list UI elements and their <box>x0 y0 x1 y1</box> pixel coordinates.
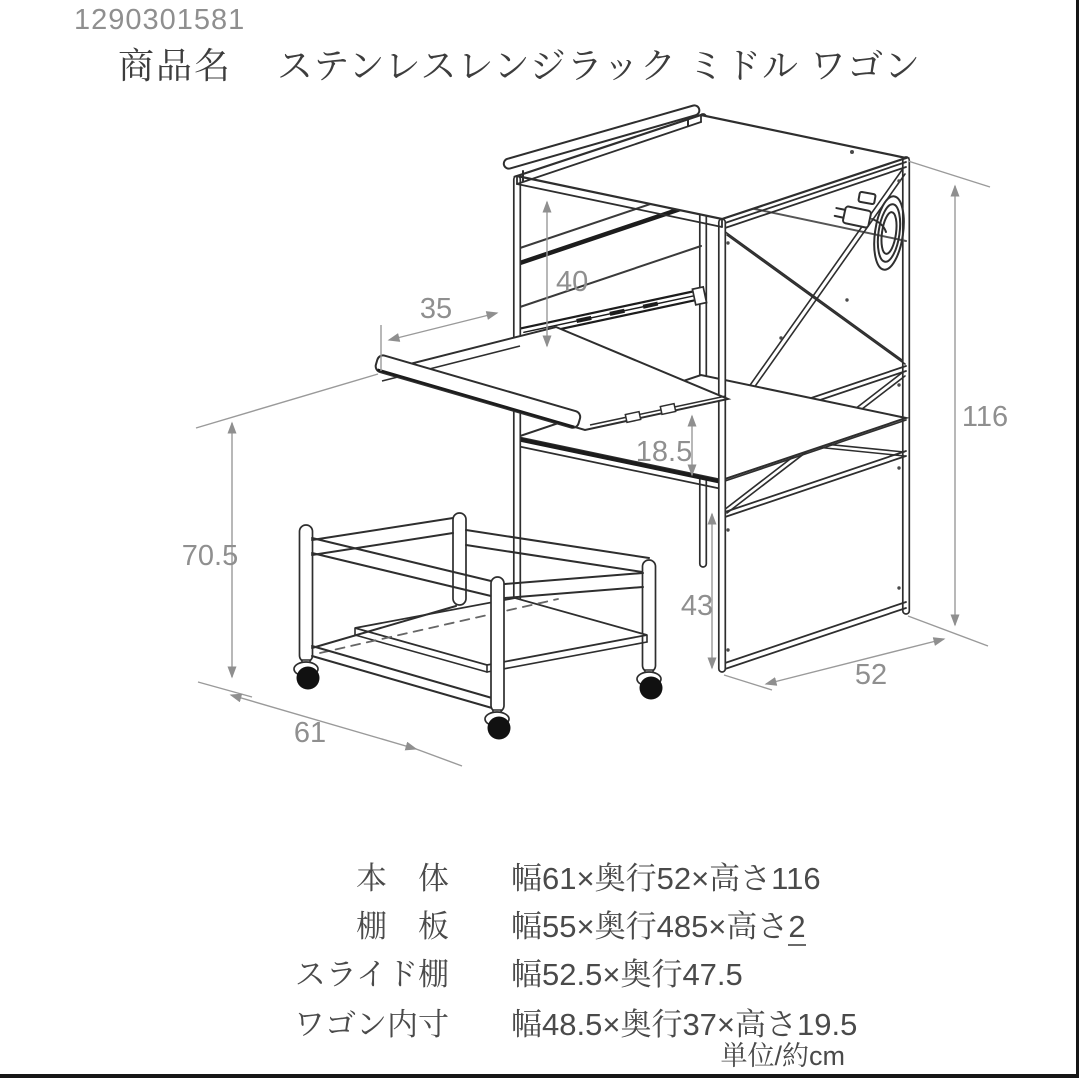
wagon-post-front-right <box>491 577 504 712</box>
wagon-post-back-left <box>453 513 466 605</box>
rack-leg-front-right <box>719 219 726 672</box>
image-edge-bottom <box>0 1074 1079 1078</box>
product-id: 1290301581 <box>74 4 246 36</box>
spec-row-body <box>0 853 1079 896</box>
dim-43: 43 <box>680 590 714 622</box>
spec-row-wagon-inner <box>0 999 1079 1042</box>
spec-label: 本 体 <box>356 861 449 896</box>
dim-116: 116 <box>961 401 1009 433</box>
wagon-back-rails <box>466 530 649 573</box>
product-name-label: 商品名 <box>118 45 233 86</box>
wagon-cart <box>294 513 663 740</box>
wagon-post-back-right <box>643 560 656 672</box>
caster-icon <box>637 670 663 700</box>
spec-value: 幅55×奥行485×高さ2 <box>511 909 806 944</box>
spec-label: ワゴン内寸 <box>294 1007 449 1042</box>
wagon-left-rails <box>312 518 453 555</box>
unit-note: 単位/約cm <box>720 1041 845 1071</box>
dim-61: 61 <box>293 717 327 749</box>
caster-icon <box>294 660 320 690</box>
wagon-right-rails <box>505 573 643 598</box>
caster-icon <box>485 710 511 740</box>
spec-row-shelf-board <box>0 901 1079 944</box>
slide-rail-bracket <box>692 287 706 305</box>
dim-70-5: 70.5 <box>181 540 239 572</box>
dim-40: 40 <box>556 266 589 298</box>
product-name: ステンレスレンジラック ミドル ワゴン <box>277 45 921 86</box>
spec-value: 幅48.5×奥行37×高さ19.5 <box>511 1007 858 1042</box>
dim-52: 52 <box>854 659 888 691</box>
spec-row-slide-shelf <box>0 949 1079 992</box>
dim-18-5: 18.5 <box>635 436 693 468</box>
spec-label: スライド棚 <box>294 957 449 992</box>
wagon-post-front-left <box>300 525 313 662</box>
dim-35: 35 <box>419 293 453 325</box>
spec-label: 棚 板 <box>356 909 449 944</box>
spec-value: 幅52.5×奥行47.5 <box>511 957 743 992</box>
spec-value: 幅61×奥行52×高さ116 <box>511 861 821 896</box>
